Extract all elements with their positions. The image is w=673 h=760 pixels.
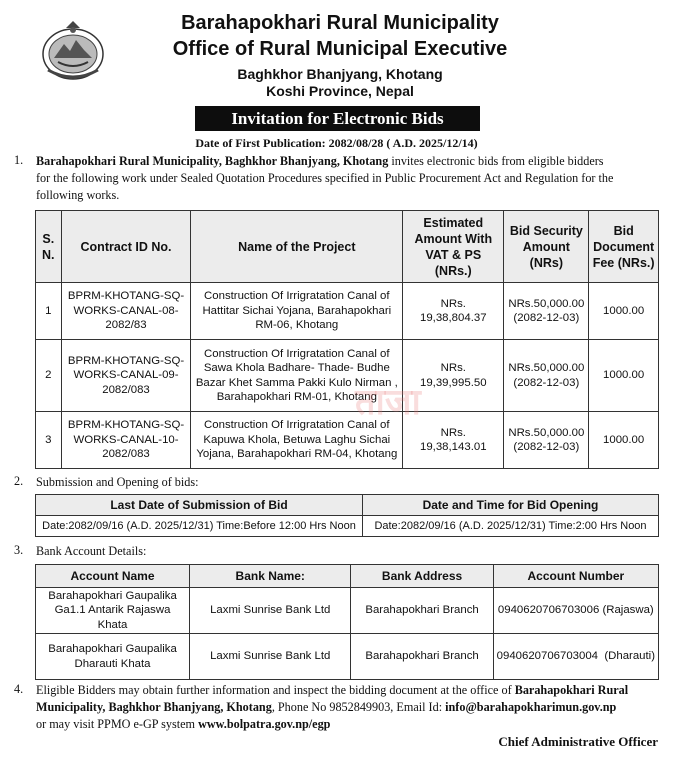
account-number-cell: 0940620706703004 (Dharauti) [493,634,658,680]
intro-text-line-2: for the following work under Sealed Quotation Procedures specified in Public Procurement Act and Regulation for the [36,171,614,185]
col-bank-name: Bank Name: [190,565,351,588]
bank-name-cell: Laxmi Sunrise Bank Ltd [190,634,351,680]
security-amount: NRs.50,000.00 [508,426,585,439]
security-date: (2082-12-03) [513,312,580,324]
col-contract-id: Contract ID No. [61,211,191,283]
section-1-text [36,153,666,204]
intro-text-line-3: following works. [36,188,120,202]
nepal-emblem-icon [40,18,106,84]
submission-date: Date:2082/09/16 (A.D. 2025/12/31) Time:Before 12:00 Hrs Noon [36,516,363,537]
contract-id-cell: BPRM-KHOTANG-SQ-WORKS-CANAL-09-2082/083 [61,340,191,412]
address-line-1: Baghkhor Bhanjyang, Khotang [237,66,443,82]
section-3-label: Bank Account Details: [36,544,147,558]
bank-name-cell: Laxmi Sunrise Bank Ltd [190,588,351,634]
estimate-cell: NRs. 19,38,804.37 [403,283,504,340]
col-bid-security: Bid Security Amount (NRs) [504,211,589,283]
col-account-name: Account Name [36,565,190,588]
letterhead [0,0,673,112]
bank-table [35,564,659,680]
section-3-number: 3. [14,543,24,557]
address-line-2: Koshi Province, Nepal [266,83,414,99]
submission-table [35,494,659,537]
col-bid-opening: Date and Time for Bid Opening [363,495,659,516]
section-2-number: 2. [14,474,24,488]
contract-id-cell: BPRM-KHOTANG-SQ-WORKS-CANAL-10-2082/083 [61,412,191,469]
section-1-number: 1. [14,153,24,167]
egp-text: or may visit PPMO e-GP system [36,717,199,731]
security-date: (2082-12-03) [513,376,580,389]
account-name-line-1: Barahapokhari Gaupalika [48,643,177,655]
table-row [36,516,659,537]
col-bank-address: Bank Address [351,565,493,588]
table-row [36,283,659,340]
sn-cell: 2 [36,340,62,412]
security-amount: NRs.50,000.00 [508,362,585,374]
bank-address-cell: Barahapokhari Branch [351,588,493,634]
publication-date: Date of First Publication: 2082/08/28 ( A.D. 2025/12/14) [195,136,478,150]
security-cell [504,340,589,412]
table-row [36,412,659,469]
sn-cell: 1 [36,283,62,340]
table-row [36,340,659,412]
fee-cell: 1000.00 [589,412,659,469]
account-number-cell: 0940620706703006 (Rajaswa) [493,588,658,634]
sn-cell: 3 [36,412,62,469]
office-title: Office of Rural Municipal Executive [172,38,508,60]
signature-title: Chief Administrative Officer [498,734,658,749]
col-account-number: Account Number [493,565,658,588]
contract-id-cell: BPRM-KHOTANG-SQ-WORKS-CANAL-08-2082/83 [61,283,191,340]
col-last-submission: Last Date of Submission of Bid [36,495,363,516]
account-name-cell [36,588,190,634]
fee-cell: 1000.00 [589,283,659,340]
egp-link[interactable]: www.bolpatra.gov.np/egp [198,717,331,731]
section-4-number: 4. [14,682,24,696]
watermark: ताजा [355,381,421,422]
opening-date: Date:2082/09/16 (A.D. 2025/12/31) Time:2:00 Hrs Noon [363,516,659,537]
bids-table [35,210,659,469]
info-text: Eligible Bidders may obtain further information and inspect the bidding document at the office of [36,683,515,697]
security-cell [504,412,589,469]
project-cell: Construction Of Irrigratation Canal of Hattitar Sichai Yojana, Barahapokhari RM-06, Khotang [191,283,403,340]
notice-title-banner: Invitation for Electronic Bids [195,106,480,131]
municipality-title: Barahapokhari Rural Municipality [181,12,499,34]
office-name-bold: Barahapokhari Rural [514,683,629,697]
intro-text: invites electronic bids from eligible bidders [388,154,604,168]
section-4-text [36,682,668,733]
col-document-fee: Bid Document Fee (NRs.) [589,211,659,283]
security-cell [504,283,589,340]
organization-name: Barahapokhari Rural Municipality, Baghkhor Bhanjyang, Khotang [36,154,389,168]
estimate-cell: NRs. 19,38,143.01 [403,412,504,469]
contact-text: , Phone No 9852849903, Email Id: [271,700,446,714]
section-2-label: Submission and Opening of bids: [36,475,199,489]
bank-address-cell: Barahapokhari Branch [351,634,493,680]
table-row [36,634,659,680]
security-amount: NRs.50,000.00 [508,297,585,310]
col-project-name: Name of the Project [191,211,403,283]
col-estimated-amount: Estimated Amount With VAT & PS (NRs.) [403,211,504,283]
project-cell: Construction Of Irrigratation Canal of Sawa Khola Badhare- Thade- Budhe Bazar Khet Samma Pakki Kulo Nirman , Barahapokhari RM-01, Khotang [191,340,403,412]
table-row [36,588,659,634]
account-name-line-1: Barahapokhari Gaupalika [48,589,177,602]
email-link[interactable]: info@barahapokharimun.gov.np [445,700,617,714]
project-cell: Construction Of Irrigratation Canal of Kapuwa Khola, Betuwa Laghu Sichai Yojana, Barahapokhari RM-04, Khotang [191,412,403,469]
estimate-cell: NRs. 19,39,995.50 [403,340,504,412]
office-location-bold: Municipality, Baghkhor Bhanjyang, Khotang [36,700,272,714]
fee-cell: 1000.00 [589,340,659,412]
security-date: (2082-12-03) [513,441,580,453]
col-sn: S. N. [36,211,62,283]
account-name-line-2: Dharauti Khata [74,657,151,670]
account-name-line-2: Ga1.1 Antarik Rajaswa Khata [54,604,171,631]
account-name-cell [36,634,190,680]
